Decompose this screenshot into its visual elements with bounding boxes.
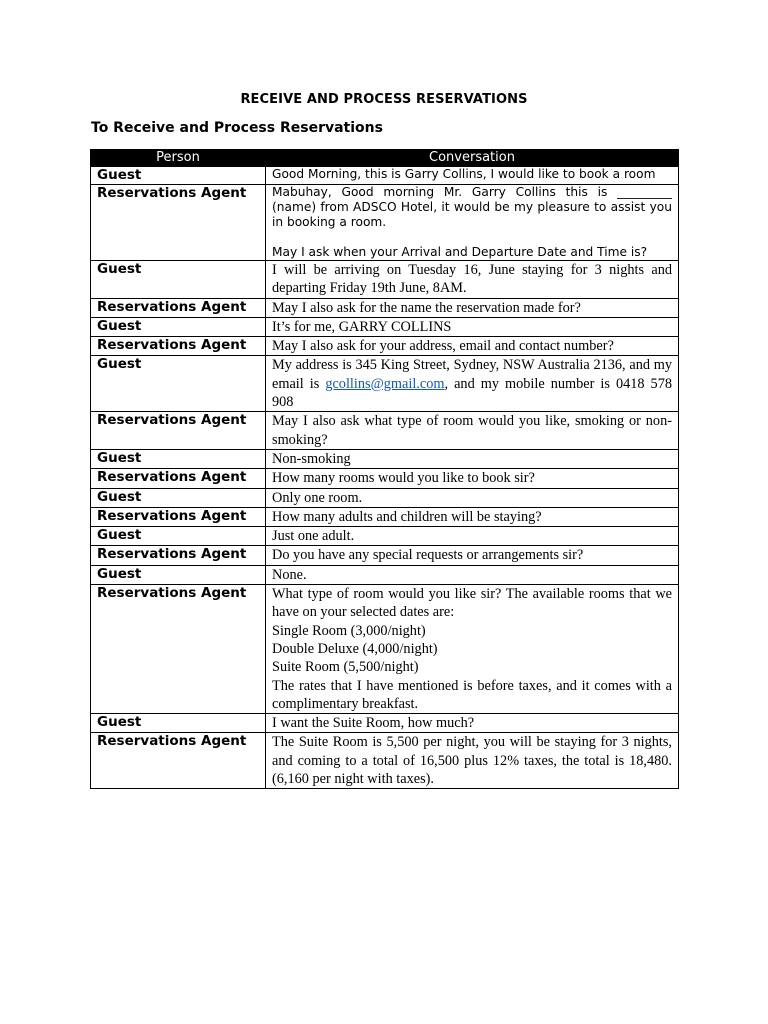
conversation-cell [266, 546, 679, 565]
conversation-line: Good Morning, this is Garry Collins, I would like to book a room [272, 167, 656, 181]
conversation-cell [266, 337, 679, 356]
table-row [91, 469, 679, 488]
person-cell: Guest [91, 261, 266, 299]
conversation-line: Non-smoking [272, 450, 351, 467]
conversation-cell [266, 167, 679, 185]
room-option: Single Room (3,000/night) [272, 622, 426, 639]
person-cell: Guest [91, 449, 266, 468]
conversation-line: How many adults and children will be staying? [272, 508, 542, 525]
person-cell: Reservations Agent [91, 412, 266, 450]
table-row [91, 298, 679, 317]
conversation-cell [266, 449, 679, 468]
table-row [91, 412, 679, 450]
conversation-cell [266, 507, 679, 526]
conversation-line: May I also ask what type of room would you like, smoking or non-smoking? [272, 413, 672, 448]
person-cell: Reservations Agent [91, 185, 266, 261]
person-cell: Guest [91, 317, 266, 336]
table-row [91, 565, 679, 584]
table-row [91, 527, 679, 546]
conversation-line: I want the Suite Room, how much? [272, 715, 475, 732]
table-header-row [91, 150, 679, 167]
room-option: Double Deluxe (4,000/night) [272, 640, 438, 657]
conversation-cell [266, 469, 679, 488]
conversation-line: Do you have any special requests or arrangements sir? [272, 547, 584, 564]
conversation-cell [266, 527, 679, 546]
conversation-cell [266, 185, 679, 261]
table-row [91, 488, 679, 507]
conversation-line: Just one adult. [272, 528, 355, 545]
conversation-line: I will be arriving on Tuesday 16, June staying for 3 nights and departing Friday 19th June, 8AM. [272, 262, 672, 297]
person-cell: Guest [91, 488, 266, 507]
conversation-cell [266, 585, 679, 714]
conversation-line: The Suite Room is 5,500 per night, you will be staying for 3 nights, and coming to a total of 16,500 plus 12% taxes, the total is 18,480. (6,160 per night with taxes). [272, 734, 672, 788]
person-cell: Guest [91, 167, 266, 185]
conversation-line: What type of room would you like sir? The available rooms that we have on your selected dates are: [272, 586, 672, 621]
table-row [91, 356, 679, 412]
room-option: Suite Room (5,500/night) [272, 659, 419, 676]
person-cell: Reservations Agent [91, 733, 266, 789]
table-row [91, 546, 679, 565]
table-row [91, 185, 679, 261]
conversation-line: Mabuhay, Good morning Mr. Garry Collins this is _________ (name) from ADSCO Hotel, it would be my pleasure to assist you in booking a room. [272, 185, 672, 229]
person-cell: Reservations Agent [91, 298, 266, 317]
header-person: Person [91, 150, 266, 167]
person-cell: Guest [91, 714, 266, 733]
conversation-line: May I also ask for the name the reservation made for? [272, 299, 581, 316]
conversation-line: Only one room. [272, 489, 363, 506]
table-row [91, 733, 679, 789]
conversation-cell [266, 317, 679, 336]
person-cell: Reservations Agent [91, 546, 266, 565]
section-title: To Receive and Process Reservations [91, 120, 383, 136]
conversation-text: , and my mobile number is 0418 578 908 [272, 375, 672, 411]
table-row [91, 261, 679, 299]
header-conversation: Conversation [266, 150, 679, 167]
conversation-text: My address is 345 King Street, Sydney, NSW Australia 2136, and my email is [272, 357, 672, 392]
conversation-cell [266, 488, 679, 507]
conversation-cell [266, 714, 679, 733]
conversation-cell [266, 412, 679, 450]
conversation-line: How many rooms would you like to book sir? [272, 470, 535, 487]
table-row [91, 317, 679, 336]
paragraph-gap [272, 230, 672, 245]
conversation-cell [266, 733, 679, 789]
table-row [91, 337, 679, 356]
table-row [91, 714, 679, 733]
conversation-cell [266, 356, 679, 412]
conversation-line: May I ask when your Arrival and Departure Date and Time is? [272, 245, 648, 259]
page-title: RECEIVE AND PROCESS RESERVATIONS [240, 92, 528, 107]
person-cell: Reservations Agent [91, 469, 266, 488]
person-cell: Guest [91, 356, 266, 412]
conversation-line: May I also ask for your address, email and contact number? [272, 338, 614, 355]
table-row [91, 507, 679, 526]
conversation-line: It’s for me, GARRY COLLINS [272, 318, 452, 335]
conversation-cell [266, 261, 679, 299]
email-link[interactable]: gcollins@gmail.com [325, 375, 445, 392]
person-cell: Reservations Agent [91, 507, 266, 526]
conversation-cell [266, 565, 679, 584]
table-row [91, 585, 679, 714]
person-cell: Guest [91, 565, 266, 584]
conversation-line: None. [272, 566, 307, 583]
person-cell: Reservations Agent [91, 337, 266, 356]
person-cell: Reservations Agent [91, 585, 266, 714]
conversation-cell [266, 298, 679, 317]
conversation-table [90, 149, 679, 789]
table-row [91, 449, 679, 468]
table-row [91, 167, 679, 185]
conversation-line: The rates that I have mentioned is before taxes, and it comes with a complimentary breakfast. [272, 677, 672, 712]
person-cell: Guest [91, 527, 266, 546]
